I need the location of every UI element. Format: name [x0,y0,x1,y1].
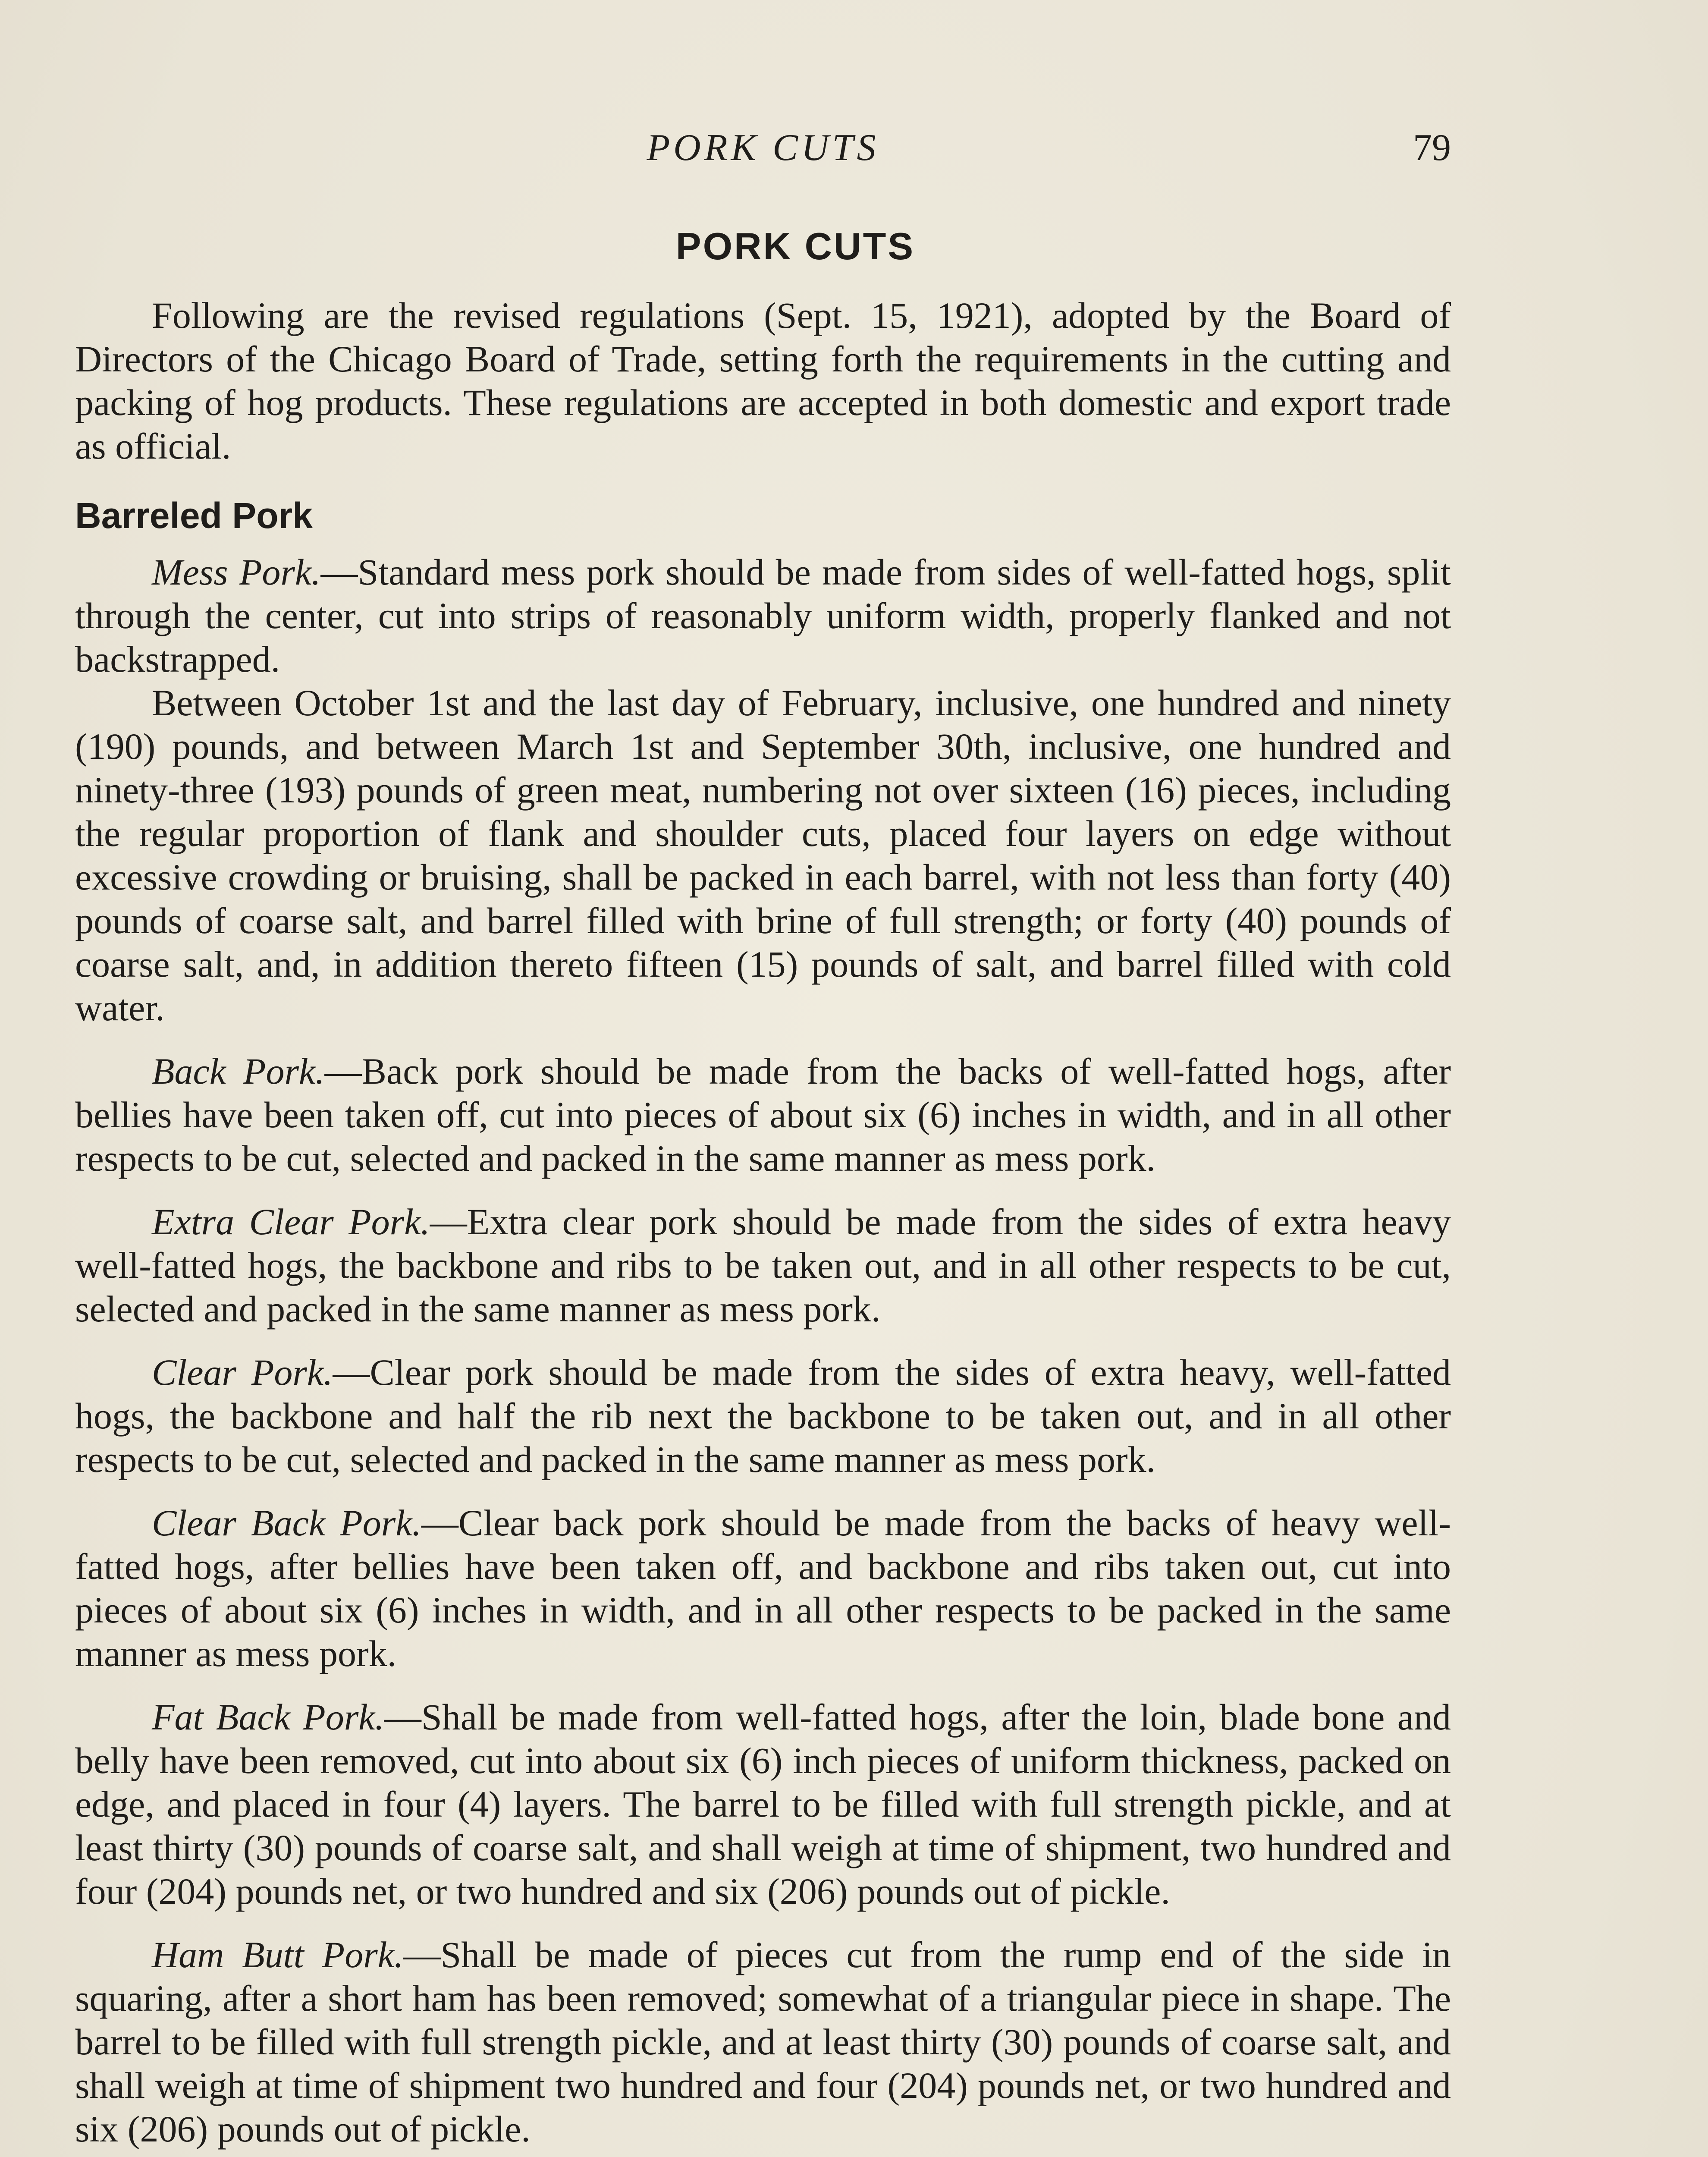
intro-paragraph: Following are the revised regulations (Sept. 15, 1921), adopted by the Board of Directors of the Chicago Board of Trade, setting forth the requirements in the cutting and packing of hog products. These regulations are accepted in both domestic and export trade as official. [75,295,1451,467]
page-number: 79 [1413,127,1451,169]
paragraph-term: Back Pork. [152,1050,325,1092]
paragraph-text: —Clear back pork should be made from the backs of heavy well-fatted hogs, after bellies have been taken off, and backbone and ribs taken out, cut into pieces of about six (6) inches in width, and in all other respects to be packed in the same manner as mess pork. [75,1502,1451,1674]
paragraph-extra-clear-pork [75,1200,1451,1331]
running-head [75,126,1451,173]
paragraph-term: Ham Butt Pork. [152,1934,404,1975]
paragraph-term: Clear Pork. [152,1352,333,1393]
paragraph-text: —Extra clear pork should be made from the sides of extra heavy well-fatted hogs, the backbone and ribs to be taken out, and in all other respects to be cut, selected and packed in the same manner as mess pork. [75,1201,1451,1330]
paragraph-text: —Standard mess pork should be made from sides of well-fatted hogs, split through the center, cut into strips of reasonably uniform width, properly flanked and not backstrapped. [75,551,1451,680]
paragraph-mess-pork [75,550,1451,681]
paragraph-term: Extra Clear Pork. [152,1201,430,1242]
paragraph-term: Clear Back Pork. [152,1502,421,1544]
paragraph-clear-back-pork [75,1501,1451,1676]
paragraph-text: Between October 1st and the last day of February, inclusive, one hundred and ninety (190) pounds, and between March 1st and September 30th, inclusive, one hundred and ninety-three (193) pounds of green meat, numbering not over sixteen (16) pieces, including the regular proportion of flank and shoulder cuts, placed four layers on edge without excessive crowding or bruising, shall be packed in each barrel, with not less than forty (40) pounds of coarse salt, and barrel filled with brine of full strength; or forty (40) pounds of coarse salt, and, in addition thereto fifteen (15) pounds of salt, and barrel filled with cold water. [75,682,1451,1028]
paragraph-ham-butt-pork [75,1933,1451,2151]
paragraph-text: —Clear pork should be made from the sides of extra heavy, well-fatted hogs, the backbone and half the rib next the backbone to be taken out, and in all other respects to be cut, selected and packed in the same manner as mess pork. [75,1352,1451,1480]
paragraph-back-pork [75,1050,1451,1180]
paragraph-text: —Shall be made of pieces cut from the rump end of the side in squaring, after a short ham has been removed; somewhat of a triangular piece in shape. The barrel to be filled with full strength pickle, and at least thirty (30) pounds of coarse salt, and shall weigh at time of shipment two hundred and four (204) pounds net, or two hundred and six (206) pounds out of pickle. [75,1934,1451,2150]
paragraph-text: —Back pork should be made from the backs of well-fatted hogs, after bellies have been taken off, cut into pieces of about six (6) inches in width, and in all other respects to be cut, selected and packed in the same manner as mess pork. [75,1050,1451,1179]
chapter-title: PORK CUTS [675,225,915,267]
paragraph-term: Mess Pork. [152,551,321,593]
section-heading: Barreled Pork [75,495,313,536]
running-title: PORK CUTS [647,127,879,169]
paragraph-text: —Shall be made from well-fatted hogs, after the loin, blade bone and belly have been removed, cut into about six (6) inch pieces of uniform thickness, packed on edge, and placed in four (4) layers. The barrel to be filled with full strength pickle, and at least thirty (30) pounds of coarse salt, and shall weigh at time of shipment, two hundred and four (204) pounds net, or two hundred and six (206) pounds out of pickle. [75,1696,1451,1912]
paragraph-clear-pork [75,1351,1451,1481]
paragraph-term: Fat Back Pork. [152,1696,384,1738]
page-body [75,224,1451,2151]
paragraph-mess-pork-weights [75,681,1451,1030]
paragraph-fat-back-pork [75,1695,1451,1913]
